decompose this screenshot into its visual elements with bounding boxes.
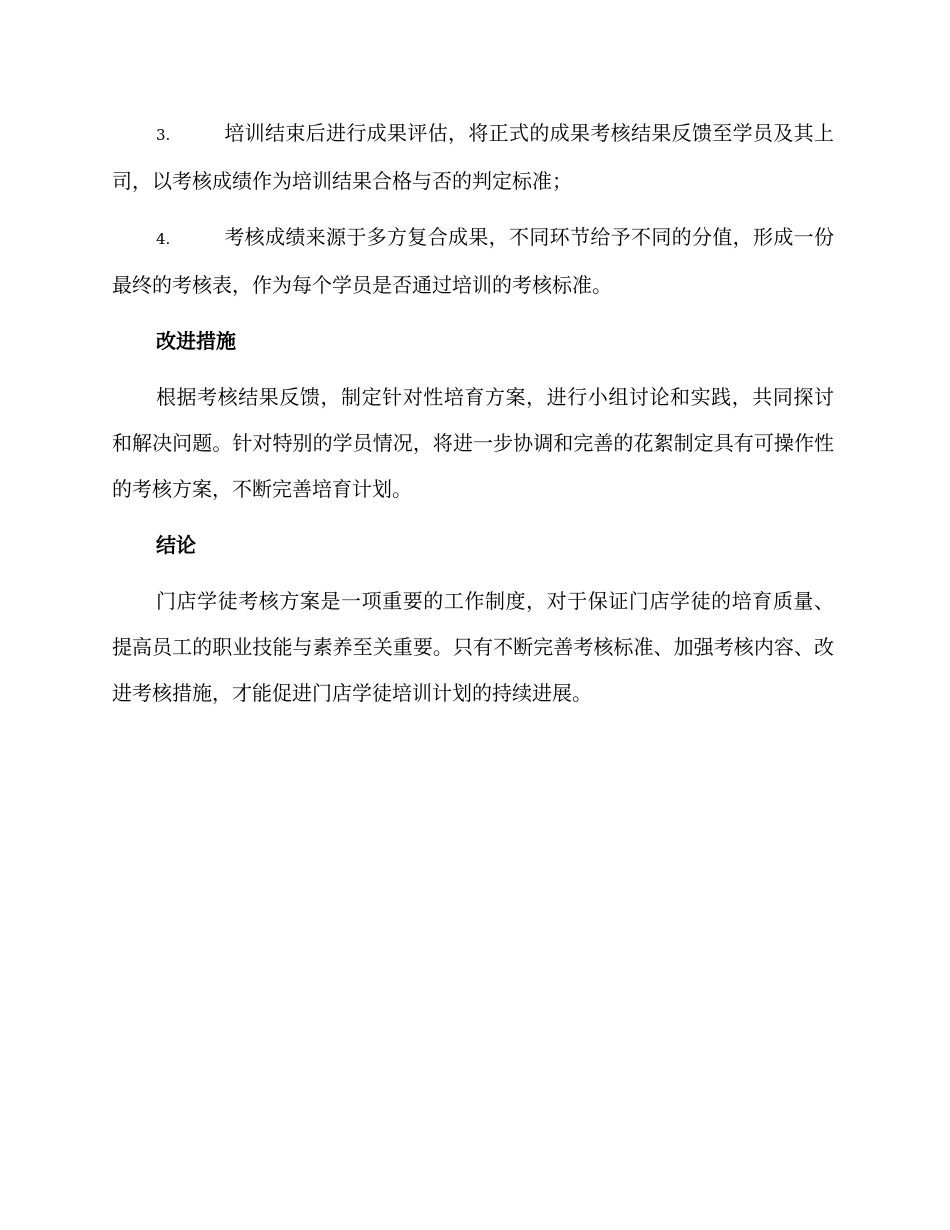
list-item-text: 考核成绩来源于多方复合成果，不同环节给予不同的分值，形成一份最终的考核表，作为每个学员是否通过培训的考核标准。 (112, 225, 834, 297)
document-body (112, 110, 834, 726)
paragraph-conclusion: 门店学徒考核方案是一项重要的工作制度，对于保证门店学徒的培育质量、提高员工的职业技能与素养至关重要。只有不断完善考核标准、加强考核内容、改进考核措施，才能促进门店学徒培训计划的持续进展。 (112, 589, 834, 705)
list-item-text: 培训结束后进行成果评估，将正式的成果考核结果反馈至学员及其上司，以考核成绩作为培训结果合格与否的判定标准； (112, 121, 834, 193)
paragraph-improvement: 根据考核结果反馈，制定针对性培育方案，进行小组讨论和实践，共同探讨和解决问题。针对特别的学员情况，将进一步协调和完善的花絮制定具有可操作性的考核方案，不断完善培育计划。 (112, 385, 834, 501)
list-item-3 (112, 110, 834, 204)
list-number: 4. (156, 230, 171, 248)
list-item-4 (112, 214, 834, 308)
section-heading-conclusion: 结论 (156, 533, 196, 557)
list-number: 3. (156, 126, 171, 144)
section-heading-improvement: 改进措施 (156, 329, 236, 353)
